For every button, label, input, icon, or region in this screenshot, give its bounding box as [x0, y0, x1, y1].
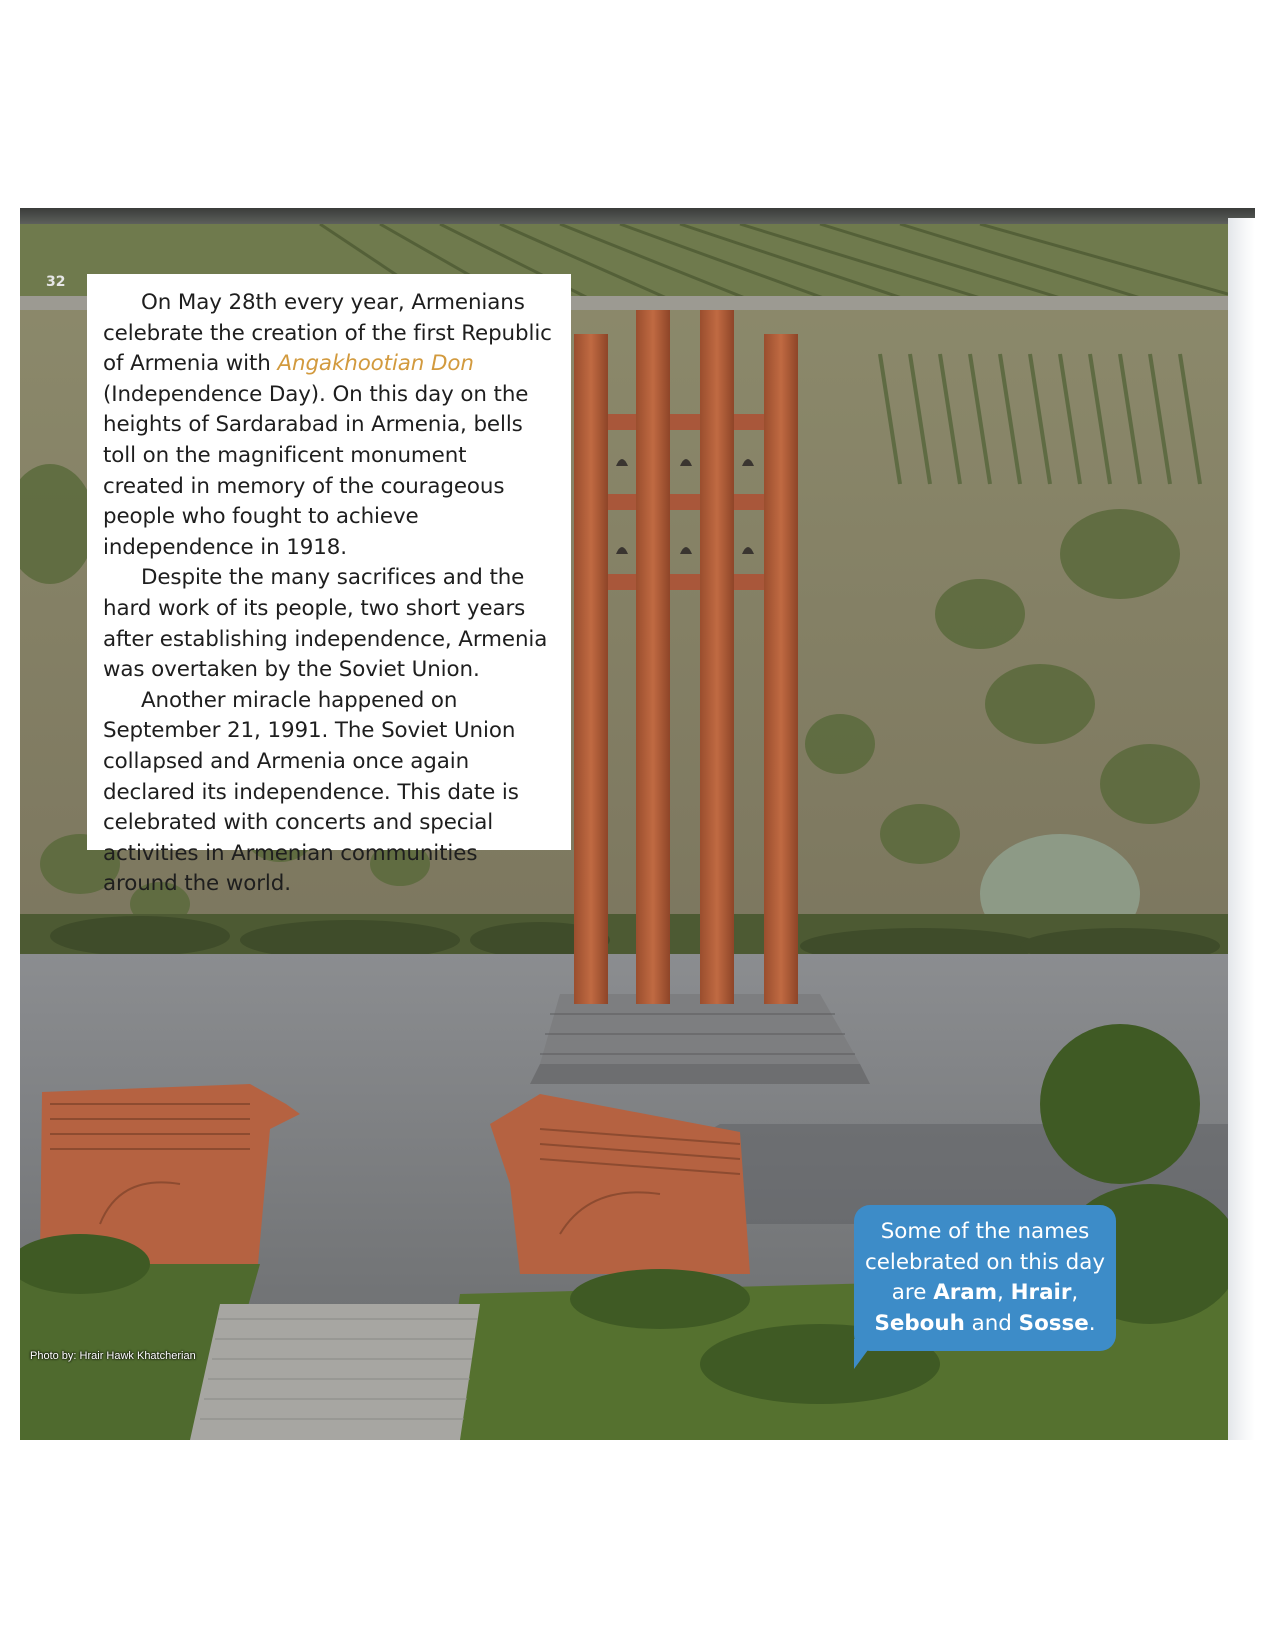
paragraph-independence-day: [103, 288, 553, 563]
callout-name-aram: Aram: [933, 1280, 998, 1306]
callout-sep-2: ,: [1071, 1280, 1079, 1306]
page-top-strip: [20, 208, 1255, 224]
names-callout: [854, 1205, 1116, 1351]
highlight-angakhootian-don: Angakhootian Don: [277, 351, 474, 377]
callout-tail: [854, 1339, 876, 1369]
callout-intro: Some of the names celebrated on this day are: [864, 1219, 1106, 1306]
page-number: 32: [46, 274, 66, 290]
callout-sep-1: ,: [997, 1280, 1011, 1306]
page-edge: [1228, 218, 1255, 1440]
paragraph-1-start: On May 28th every year, Armenians celebrate the creation of the first Republic of Armenia with: [103, 290, 552, 377]
main-text-panel: [87, 274, 571, 897]
paragraph-soviet-union: Despite the many sacrifices and the hard work of its people, two short years after establishing independence, Armenia was overtaken by the Soviet Union.: [103, 565, 548, 683]
monument-photo: [20, 224, 1228, 1440]
callout-name-hrair: Hrair: [1010, 1280, 1072, 1306]
callout-end: .: [1088, 1310, 1096, 1336]
callout-name-sebouh: Sebouh: [874, 1310, 965, 1336]
paragraph-1-end: (Independence Day). On this day on the heights of Sardarabad in Armenia, bells toll on the magnificent monument created in memory of the courageous people who fought to achieve independence in 1918.: [103, 381, 529, 560]
callout-sep-3: and: [964, 1310, 1019, 1336]
paragraph-1991: Another miracle happened on September 21, 1991. The Soviet Union collapsed and Armenia once again declared its independence. This date is celebrated with concerts and special activities in Armenian communities around the world.: [103, 687, 519, 897]
callout-name-sosse: Sosse: [1018, 1310, 1089, 1336]
photo-credit: Photo by: Hrair Hawk Khatcherian: [30, 1350, 196, 1362]
